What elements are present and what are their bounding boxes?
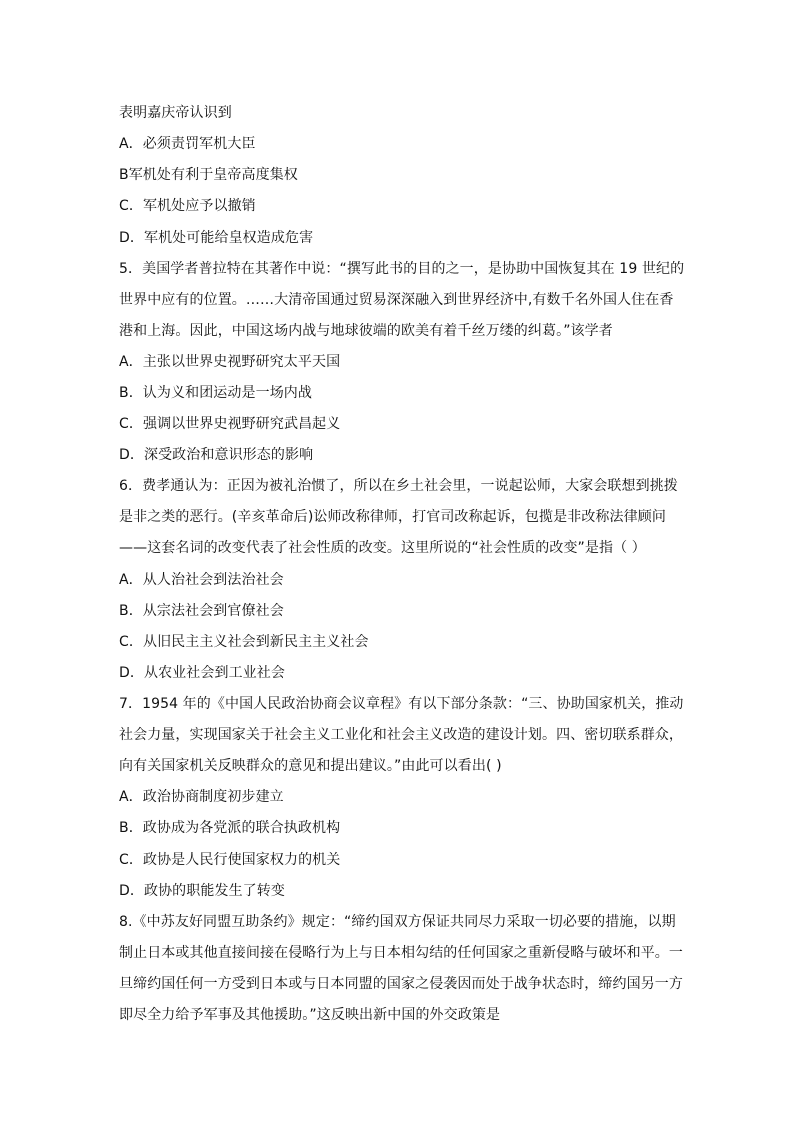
question-8-line: 制止日本或其他直接间接在侵略行为上与日本相勾结的任何国家之重新侵略与破坏和平。一 bbox=[119, 945, 683, 961]
question-8-line: 8.《中苏友好同盟互助条约》规定：“缔约国双方保证共同尽力采取一切必要的措施，以期 bbox=[119, 914, 676, 930]
question-8-line: 即尽全力给予军事及其他援助。”这反映出新中国的外交政策是 bbox=[119, 1007, 501, 1023]
question-7-line: 7．1954 年的《中国人民政治协商会议章程》有以下部分条款：“三、协助国家机关，推动 bbox=[119, 696, 684, 712]
option-line: A．从人治社会到法治社会 bbox=[119, 572, 284, 588]
option-line: D．军机处可能给皇权造成危害 bbox=[119, 230, 314, 246]
option-line: B．从宗法社会到官僚社会 bbox=[119, 603, 284, 619]
question-6-line: 是非之类的恶行。(辛亥革命后)讼师改称律师，打官司改称起诉，包揽是非改称法律顾问 bbox=[119, 509, 666, 525]
option-line: B．认为义和团运动是一场内战 bbox=[119, 385, 313, 401]
question-6-line: ——这套名词的改变代表了社会性质的改变。这里所说的“社会性质的改变”是指（ ） bbox=[119, 540, 646, 556]
option-line: D．深受政治和意识形态的影响 bbox=[119, 447, 314, 463]
option-line: D．从农业社会到工业社会 bbox=[119, 665, 285, 681]
option-line: C．政协是人民行使国家权力的机关 bbox=[119, 852, 341, 868]
question-5-line: 5．美国学者普拉特在其著作中说：“撰写此书的目的之一，是协助中国恢复其在 19 世纪的 bbox=[119, 261, 685, 277]
question-7-line: 社会力量，实现国家关于社会主义工业化和社会主义改造的建设计划。四、密切联系群众， bbox=[119, 727, 683, 743]
option-line: B军机处有利于皇帝高度集权 bbox=[119, 167, 298, 183]
question-6-line: 6．费孝通认为：正因为被礼治惯了，所以在乡土社会里，一说起讼师，大家会联想到挑拨 bbox=[119, 478, 678, 494]
option-line: C．从旧民主主义社会到新民主主义社会 bbox=[119, 634, 369, 650]
option-line: A．政治协商制度初步建立 bbox=[119, 789, 284, 805]
text-line: 表明嘉庆帝认识到 bbox=[119, 105, 232, 121]
option-line: C．军机处应予以撤销 bbox=[119, 198, 256, 214]
option-line: B．政协成为各党派的联合执政机构 bbox=[119, 820, 341, 836]
option-line: A．主张以世界史视野研究太平天国 bbox=[119, 354, 341, 370]
question-8-line: 旦缔约国任何一方受到日本或与日本同盟的国家之侵袭因而处于战争状态时，缔约国另一方 bbox=[119, 976, 683, 992]
option-line: D．政协的职能发生了转变 bbox=[119, 883, 285, 899]
option-line: C．强调以世界史视野研究武昌起义 bbox=[119, 416, 341, 432]
option-line: A．必须责罚军机大臣 bbox=[119, 136, 256, 152]
question-5-line: 世界中应有的位置。……大清帝国通过贸易深深融入到世界经济中,有数千名外国人住在香 bbox=[119, 292, 674, 308]
question-5-line: 港和上海。因此，中国这场内战与地球彼端的欧美有着千丝万缕的纠葛。”该学者 bbox=[119, 323, 613, 339]
question-7-line: 向有关国家机关反映群众的意见和提出建议。”由此可以看出( ) bbox=[119, 758, 502, 774]
